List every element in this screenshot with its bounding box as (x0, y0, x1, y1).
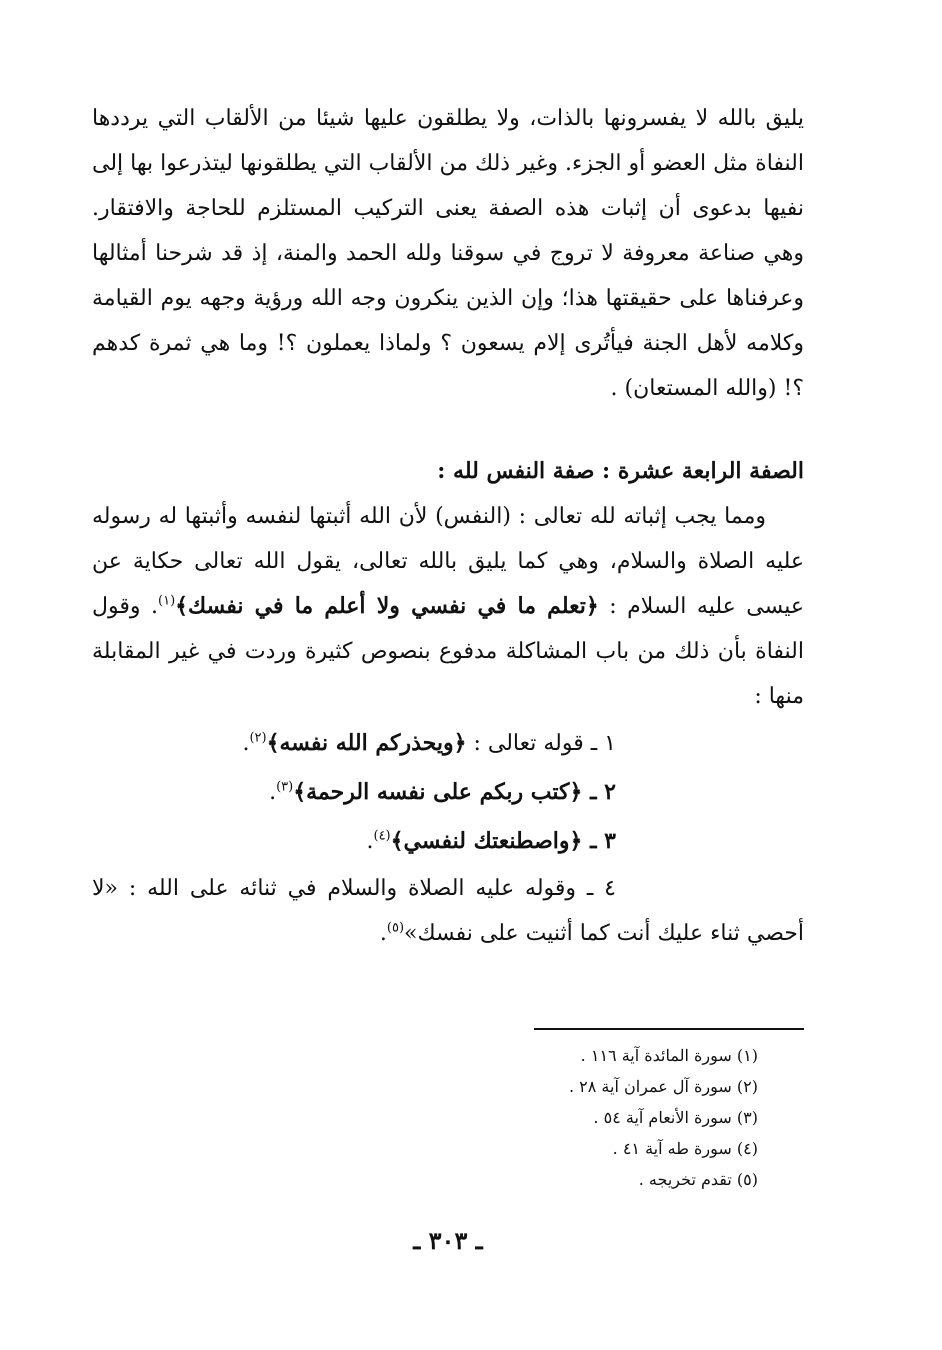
footnote-ref-4: (٤) (373, 828, 391, 844)
list-item (92, 768, 804, 817)
list-item-suffix: . (366, 829, 374, 854)
body-text-part2: . وقول النفاة بأن ذلك من باب المشاكلة مدفوع بنصوص كثيرة وردت في غير المقابلة منها : (92, 594, 804, 709)
footnote-ref-2: (٢) (249, 730, 267, 746)
list-item (92, 817, 804, 866)
body-text-part1: ومما يجب إثباته لله تعالى : (النفس) لأن الله أثبتها لنفسه وأثبتها له رسوله عليه الصلاة والسلام، وهي كما يليق بالله تعالى، يقول الله تعالى حكاية عن عيسى عليه السلام : (92, 504, 804, 619)
evidence-list (92, 719, 804, 866)
list-item-suffix: . (269, 780, 277, 805)
footnote: (١) سورة المائدة آية ١١٦ . (580, 1046, 758, 1065)
footnote-divider (534, 1028, 804, 1030)
list-item-verse: ﴿واصطنعتك لنفسي﴾ (390, 828, 583, 854)
list-item-prefix: ٣ ـ (582, 828, 616, 854)
footnote-ref-5: (٥) (386, 920, 405, 936)
page-body (92, 96, 804, 1350)
intro-paragraph: يليق بالله لا يفسرونها بالذات، ولا يطلقون عليها شيئا من الألقاب التي يرددها النفاة مثل العضو أو الجزء. وغير ذلك من الألقاب التي يطلقونها ليتذرعوا بها إلى نفيها بدعوى أن إثبات هذه الصفة يعنى التركيب المستلزم للحاجة والافتقار. وهي صناعة معروفة لا تروج في سوقنا ولله الحمد والمنة، إذ قد شرحنا أمثالها وعرفناها على حقيقتها هذا؛ وإن الذين ينكرون وجه الله ورؤية وجهه يوم القيامة وكلامه لأهل الجنة فيأتُرى إلام يسعون ؟ ولماذا يعملون ؟! وما هي ثمرة كدهم ؟! (والله المستعان) . (92, 106, 804, 401)
list-item-verse: ﴿كتب ربكم على نفسه الرحمة﴾ (293, 779, 583, 805)
section-heading: الصفة الرابعة عشرة : صفة النفس لله : (437, 458, 804, 484)
hadith-text: ٤ ـ وقوله عليه الصلاة والسلام في ثنائه على الله : «لا أحصي ثناء عليك أنت كما أثنيت على نفسك» (92, 876, 804, 946)
list-item-prefix: ١ ـ قوله تعالى : (466, 731, 616, 756)
page-number: ـ ٣٠٣ ـ (413, 1226, 483, 1255)
footnote-ref-3: (٣) (276, 779, 294, 795)
list-item (92, 719, 804, 768)
body-paragraph (92, 494, 804, 719)
footnote: (٣) سورة الأنعام آية ٥٤ . (593, 1108, 758, 1127)
list-item-verse: ﴿ويحذركم الله نفسه﴾ (266, 730, 467, 756)
footnote-ref-1: (١) (158, 593, 176, 609)
hadith-paragraph (92, 866, 804, 956)
hadith-suffix: . (379, 921, 387, 946)
footnotes-list (569, 1040, 758, 1195)
list-item-suffix: . (242, 731, 250, 756)
footnote: (٢) سورة آل عمران آية ٢٨ . (568, 1077, 758, 1096)
quran-quote: ﴿تعلم ما في نفسي ولا أعلم ما في نفسك﴾ (175, 593, 599, 619)
list-item-prefix: ٢ ـ (582, 779, 616, 805)
footnote: (٤) سورة طه آية ٤١ . (612, 1139, 758, 1158)
footnote: (٥) تقدم تخريجه . (638, 1170, 758, 1189)
